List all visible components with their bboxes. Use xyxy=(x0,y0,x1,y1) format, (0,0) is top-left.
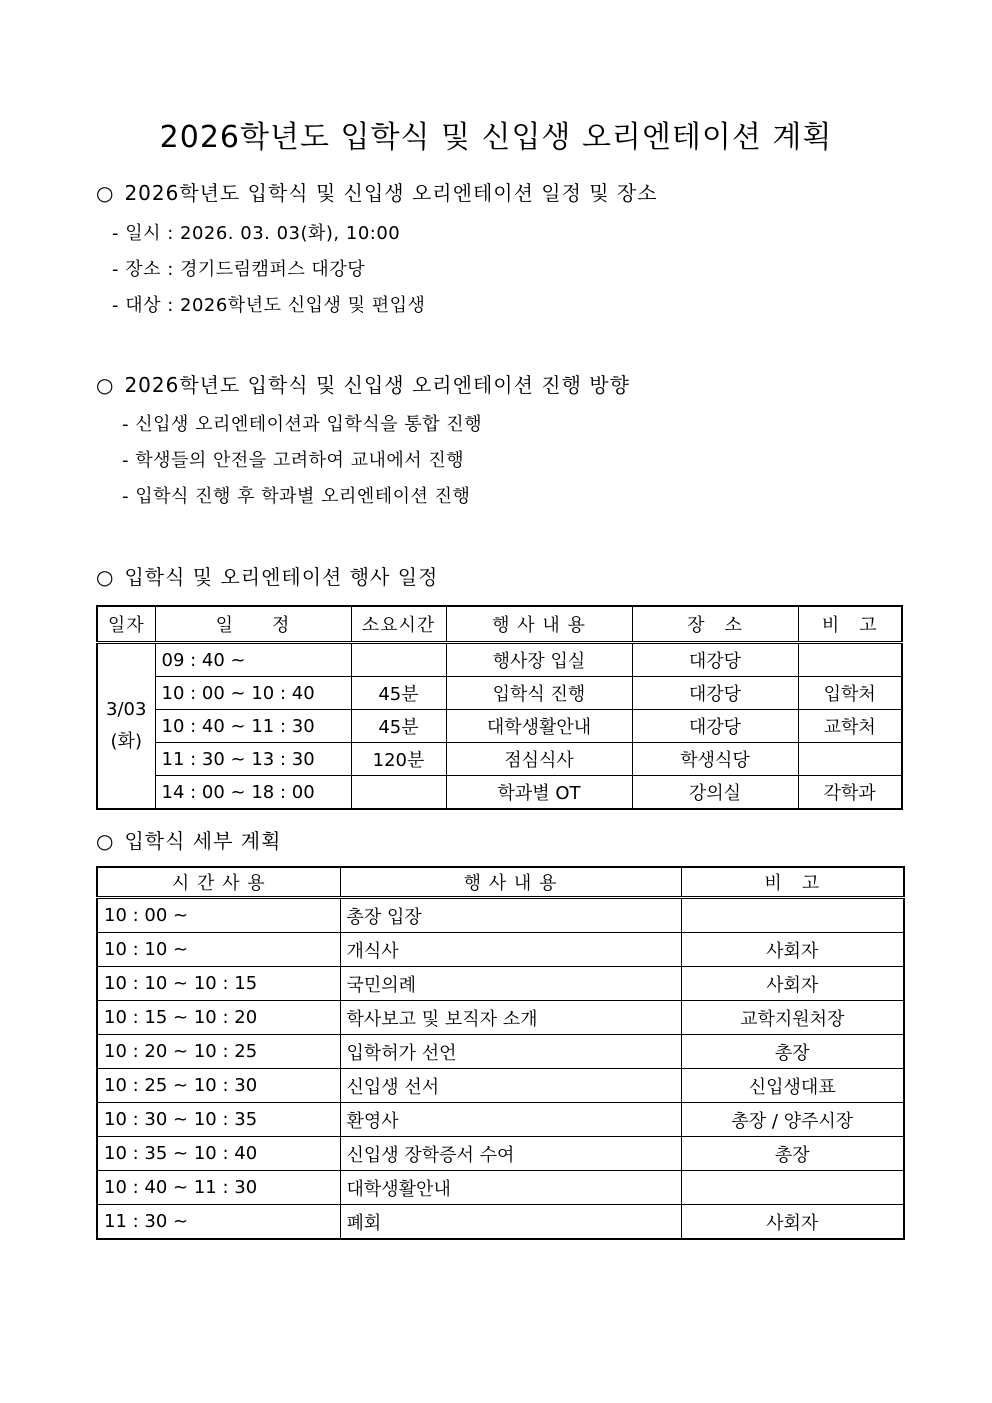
event-cell: 학사보고 및 보직자 소개 xyxy=(340,1001,681,1035)
date-cell: 3/03 (화) xyxy=(97,643,155,810)
direction-item: - 신입생 오리엔테이션과 입학식을 통합 진행 xyxy=(122,414,483,435)
section-heading-text: 2026학년도 입학식 및 신입생 오리엔테이션 일정 및 장소 xyxy=(124,181,658,205)
header-note: 비 고 xyxy=(681,867,904,898)
place-cell: 대강당 xyxy=(632,643,798,677)
note-cell xyxy=(681,1171,904,1205)
event-cell: 신입생 선서 xyxy=(340,1069,681,1103)
table-row xyxy=(97,898,904,933)
header-schedule: 일 정 xyxy=(155,606,351,643)
table-row xyxy=(97,1069,904,1103)
event-cell: 국민의례 xyxy=(340,967,681,1001)
event-cell: 개식사 xyxy=(340,933,681,967)
table-row xyxy=(97,776,902,810)
table-row xyxy=(97,933,904,967)
time-cell: 10 : 10 ~ xyxy=(97,933,340,967)
event-cell: 대학생활안내 xyxy=(446,710,632,743)
event-cell: 입학허가 선언 xyxy=(340,1035,681,1069)
info-target: - 대상 : 2026학년도 신입생 및 편입생 xyxy=(112,295,426,316)
header-event: 행 사 내 용 xyxy=(446,606,632,643)
note-cell: 총장 / 양주시장 xyxy=(681,1103,904,1137)
event-cell: 환영사 xyxy=(340,1103,681,1137)
place-cell: 강의실 xyxy=(632,776,798,810)
event-cell: 폐회 xyxy=(340,1205,681,1240)
section-heading-text: 입학식 및 오리엔테이션 행사 일정 xyxy=(124,565,439,589)
duration-cell xyxy=(351,776,446,810)
info-date: - 일시 : 2026. 03. 03(화), 10:00 xyxy=(112,223,401,244)
time-cell: 10 : 10 ~ 10 : 15 xyxy=(97,967,340,1001)
circle-bullet-icon: ○ xyxy=(96,565,115,589)
note-cell: 사회자 xyxy=(681,933,904,967)
place-cell: 학생식당 xyxy=(632,743,798,776)
table-row xyxy=(97,710,902,743)
event-cell: 행사장 입실 xyxy=(446,643,632,677)
circle-bullet-icon: ○ xyxy=(96,829,115,853)
table-row xyxy=(97,1035,904,1069)
section-heading-direction xyxy=(96,369,630,398)
header-event: 행 사 내 용 xyxy=(340,867,681,898)
section-heading-schedule-venue xyxy=(96,177,658,206)
time-cell: 10 : 15 ~ 10 : 20 xyxy=(97,1001,340,1035)
table-row xyxy=(97,1001,904,1035)
place-cell: 대강당 xyxy=(632,677,798,710)
table-header-row xyxy=(97,606,902,643)
time-cell: 10 : 20 ~ 10 : 25 xyxy=(97,1035,340,1069)
table-row xyxy=(97,967,904,1001)
time-cell: 10 : 00 ~ xyxy=(97,898,340,933)
time-cell: 10 : 00 ~ 10 : 40 xyxy=(155,677,351,710)
time-cell: 11 : 30 ~ 13 : 30 xyxy=(155,743,351,776)
event-cell: 학과별 OT xyxy=(446,776,632,810)
time-cell: 09 : 40 ~ xyxy=(155,643,351,677)
table-row xyxy=(97,1171,904,1205)
header-duration: 소요시간 xyxy=(351,606,446,643)
note-cell: 각학과 xyxy=(798,776,902,810)
header-note: 비 고 xyxy=(798,606,902,643)
time-cell: 11 : 30 ~ xyxy=(97,1205,340,1240)
document-title: 2026학년도 입학식 및 신입생 오리엔테이션 계획 xyxy=(159,120,833,155)
section-heading-text: 2026학년도 입학식 및 신입생 오리엔테이션 진행 방향 xyxy=(124,373,630,397)
time-cell: 10 : 40 ~ 11 : 30 xyxy=(97,1171,340,1205)
header-date: 일자 xyxy=(97,606,155,643)
circle-bullet-icon: ○ xyxy=(96,181,115,205)
info-venue: - 장소 : 경기드림캠퍼스 대강당 xyxy=(112,259,366,280)
note-cell: 교학지원처장 xyxy=(681,1001,904,1035)
section-heading-text: 입학식 세부 계획 xyxy=(124,829,282,853)
duration-cell: 120분 xyxy=(351,743,446,776)
direction-item: - 학생들의 안전을 고려하여 교내에서 진행 xyxy=(122,450,465,471)
note-cell: 교학처 xyxy=(798,710,902,743)
duration-cell xyxy=(351,643,446,677)
table-row xyxy=(97,1205,904,1240)
direction-item: - 입학식 진행 후 학과별 오리엔테이션 진행 xyxy=(122,486,471,507)
note-cell xyxy=(798,643,902,677)
event-cell: 입학식 진행 xyxy=(446,677,632,710)
event-cell: 점심식사 xyxy=(446,743,632,776)
note-cell: 사회자 xyxy=(681,967,904,1001)
header-time: 시 간 사 용 xyxy=(97,867,340,898)
table-header-row xyxy=(97,867,904,898)
duration-cell: 45분 xyxy=(351,710,446,743)
note-cell: 사회자 xyxy=(681,1205,904,1240)
table-row xyxy=(97,643,902,677)
event-cell: 신입생 장학증서 수여 xyxy=(340,1137,681,1171)
note-cell: 총장 xyxy=(681,1035,904,1069)
table-row xyxy=(97,1137,904,1171)
time-cell: 10 : 25 ~ 10 : 30 xyxy=(97,1069,340,1103)
time-cell: 10 : 35 ~ 10 : 40 xyxy=(97,1137,340,1171)
event-schedule-table xyxy=(96,605,903,810)
time-cell: 10 : 30 ~ 10 : 35 xyxy=(97,1103,340,1137)
header-place: 장 소 xyxy=(632,606,798,643)
event-cell: 대학생활안내 xyxy=(340,1171,681,1205)
time-cell: 10 : 40 ~ 11 : 30 xyxy=(155,710,351,743)
note-cell: 입학처 xyxy=(798,677,902,710)
section-heading-detail-plan xyxy=(96,825,281,854)
table-row xyxy=(97,743,902,776)
note-cell xyxy=(681,898,904,933)
duration-cell: 45분 xyxy=(351,677,446,710)
ceremony-detail-table xyxy=(96,866,905,1240)
time-cell: 14 : 00 ~ 18 : 00 xyxy=(155,776,351,810)
note-cell: 신입생대표 xyxy=(681,1069,904,1103)
event-cell: 총장 입장 xyxy=(340,898,681,933)
section-heading-event-schedule xyxy=(96,561,438,590)
table-row xyxy=(97,677,902,710)
note-cell: 총장 xyxy=(681,1137,904,1171)
place-cell: 대강당 xyxy=(632,710,798,743)
circle-bullet-icon: ○ xyxy=(96,373,115,397)
table-row xyxy=(97,1103,904,1137)
note-cell xyxy=(798,743,902,776)
